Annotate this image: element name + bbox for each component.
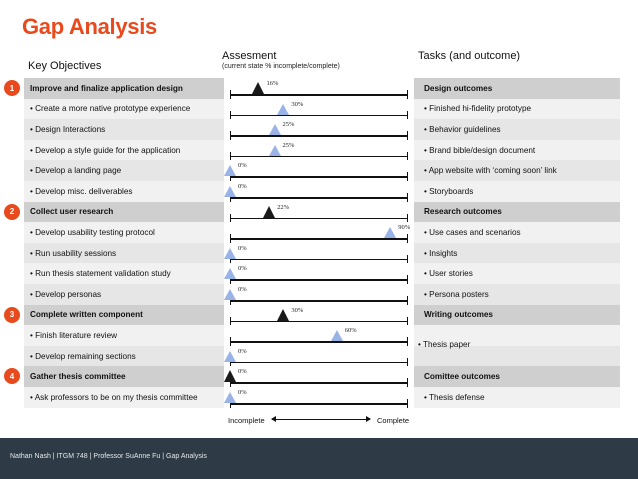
progress-marker-icon (277, 309, 289, 321)
progress-percent-label: 25% (282, 141, 295, 149)
progress-percent-label: 90% (398, 224, 411, 232)
progress-percent-label: 0% (238, 182, 247, 190)
assessment-cell (224, 366, 414, 387)
task-cell (418, 263, 620, 284)
task-label: • Persona posters (424, 289, 489, 299)
legend-complete: Complete (377, 416, 410, 425)
objective-cell (24, 119, 220, 140)
progress-percent-label: 30% (291, 306, 304, 314)
footer-credits: Nathan Nash | ITGM 748 | Professor SuAnne Fu | Gap Analysis (10, 453, 207, 460)
task-label: Writing outcomes (424, 310, 493, 320)
task-cell (418, 387, 620, 408)
objective-cell (9, 305, 220, 326)
task-label: • Finished hi-fidelity prototype (424, 104, 532, 114)
objective-item-row (24, 263, 620, 284)
task-label: Research outcomes (424, 207, 502, 217)
task-cell (418, 119, 620, 140)
assessment-cell (224, 243, 414, 264)
task-cell (418, 140, 620, 161)
assessment-cell (224, 78, 414, 99)
objective-item-row (24, 99, 620, 120)
assessment-cell (224, 181, 414, 202)
progress-track (230, 176, 408, 178)
objective-label: • Finish literature review (30, 330, 118, 340)
progress-marker-icon (224, 289, 236, 300)
key-objectives-header: Key Objectives (28, 60, 102, 72)
objective-cell (24, 160, 220, 181)
progress-track (230, 403, 408, 405)
objective-label: Complete written component (30, 310, 143, 320)
objective-cell (9, 78, 220, 99)
objective-item-row (24, 284, 620, 305)
assessment-cell (224, 140, 414, 161)
objective-cell (24, 243, 220, 264)
progress-percent-label: 0% (238, 265, 247, 273)
objective-cell (9, 366, 220, 387)
objective-label: • Create a more native prototype experience (30, 104, 191, 114)
objective-cell (24, 263, 220, 284)
gap-analysis-table (9, 78, 620, 408)
progress-marker-icon (224, 165, 236, 176)
objective-number-badge: 4 (4, 368, 20, 384)
legend-incomplete: Incomplete (228, 416, 265, 425)
assessment-cell (224, 346, 414, 367)
tasks-header: Tasks (and outcome) (418, 50, 521, 62)
task-cell (418, 366, 620, 387)
objective-section-row (9, 305, 620, 326)
task-label: • Brand bible/design document (424, 145, 536, 155)
objective-label: • Develop a landing page (30, 166, 122, 176)
objective-cell (24, 284, 220, 305)
task-cell (418, 160, 620, 181)
task-cell (418, 99, 620, 120)
assessment-cell (224, 387, 414, 408)
objective-label: • Ask professors to be on my thesis committee (30, 392, 198, 402)
progress-percent-label: 30% (291, 100, 304, 108)
objective-label: • Develop usability testing protocol (30, 227, 155, 237)
objective-label: • Run usability sessions (30, 248, 117, 258)
progress-percent-label: 0% (238, 388, 247, 396)
progress-track (230, 279, 408, 281)
assessment-cell (224, 305, 414, 326)
objective-item-row (24, 140, 620, 161)
progress-percent-label: 0% (238, 285, 247, 293)
objective-label: Collect user research (30, 207, 114, 217)
objective-label: • Develop misc. deliverables (30, 186, 133, 196)
progress-marker-icon (331, 330, 343, 341)
progress-marker-icon (224, 392, 236, 403)
objective-number-badge: 3 (4, 307, 20, 323)
page-title: Gap Analysis (22, 14, 157, 39)
objective-item-row (24, 181, 620, 202)
progress-track (230, 156, 408, 158)
objective-cell (24, 325, 220, 346)
progress-percent-label: 22% (277, 203, 290, 211)
task-label: • Thesis defense (424, 392, 485, 402)
objective-section-row (9, 366, 620, 387)
progress-marker-icon (384, 227, 396, 238)
task-cell (418, 222, 620, 243)
progress-marker-icon (263, 206, 275, 218)
objective-item-row (24, 119, 620, 140)
progress-percent-label: 0% (238, 347, 247, 355)
task-cell (418, 243, 620, 264)
objective-number-badge: 1 (4, 80, 20, 96)
progress-track (230, 321, 408, 323)
assessment-cell (224, 284, 414, 305)
progress-marker-icon (269, 145, 281, 156)
progress-track (230, 259, 408, 261)
objective-cell (24, 140, 220, 161)
assessment-subheader: (current state % incomplete/complete) (222, 63, 340, 70)
assessment-header: Assesment (222, 50, 277, 62)
progress-track (230, 300, 408, 302)
objective-section-row (9, 78, 620, 99)
progress-track (230, 362, 408, 364)
progress-percent-label: 25% (282, 121, 295, 129)
objective-label: Gather thesis committee (30, 372, 126, 382)
task-cell (418, 202, 620, 223)
progress-marker-icon (224, 370, 236, 382)
objective-label: • Design Interactions (30, 124, 106, 134)
assessment-cell (224, 99, 414, 120)
assessment-cell (224, 325, 414, 346)
task-label: • User stories (424, 269, 473, 279)
objective-label: Improve and finalize application design (30, 83, 183, 93)
assessment-cell (224, 202, 414, 223)
progress-marker-icon (252, 82, 264, 94)
objective-number-badge: 2 (4, 204, 20, 220)
progress-percent-label: 16% (266, 80, 279, 87)
task-cell (418, 181, 620, 202)
objective-item-row (24, 222, 620, 243)
task-cell (418, 305, 620, 326)
progress-track (230, 94, 408, 96)
objective-cell (24, 346, 220, 367)
task-label: • App website with ‘coming soon’ link (424, 166, 557, 176)
progress-percent-label: 0% (238, 368, 247, 376)
task-label: Design outcomes (424, 83, 493, 93)
objective-label: • Develop a style guide for the application (30, 145, 181, 155)
progress-track (230, 135, 408, 137)
progress-percent-label: 0% (238, 244, 247, 252)
progress-percent-label: 60% (344, 327, 357, 335)
progress-track (230, 218, 408, 220)
objective-cell (24, 181, 220, 202)
progress-marker-icon (224, 268, 236, 279)
objective-item-row (24, 160, 620, 181)
objective-item-row (24, 243, 620, 264)
task-cell (418, 78, 620, 99)
task-label: • Use cases and scenarios (424, 227, 521, 237)
progress-marker-icon (224, 248, 236, 259)
progress-marker-icon (277, 104, 289, 115)
assessment-cell (224, 119, 414, 140)
objective-cell (24, 99, 220, 120)
objective-label: • Run thesis statement validation study (30, 269, 171, 279)
task-label: • Insights (424, 248, 458, 258)
progress-marker-icon (224, 351, 236, 362)
objective-cell (24, 387, 220, 408)
progress-direction-arrow (272, 419, 370, 420)
footer-bar (0, 438, 638, 479)
objective-cell (9, 202, 220, 223)
progress-track (230, 341, 408, 343)
task-label: • Behavior guidelines (424, 124, 501, 134)
progress-track (230, 238, 408, 240)
task-label: Comittee outcomes (424, 372, 500, 382)
task-cell (418, 284, 620, 305)
assessment-cell (224, 160, 414, 181)
objective-cell (24, 222, 220, 243)
progress-marker-icon (224, 186, 236, 197)
progress-track (230, 197, 408, 199)
progress-track (230, 382, 408, 384)
objective-label: • Develop personas (30, 289, 102, 299)
objective-label: • Develop remaining sections (30, 351, 136, 361)
assessment-cell (224, 263, 414, 284)
merged-task-thesis-paper: • Thesis paper (418, 340, 471, 349)
progress-marker-icon (269, 124, 281, 135)
assessment-cell (224, 222, 414, 243)
progress-track (230, 115, 408, 117)
objective-item-row (24, 387, 620, 408)
objective-section-row (9, 202, 620, 223)
progress-percent-label: 0% (238, 162, 247, 170)
task-label: • Storyboards (424, 186, 474, 196)
